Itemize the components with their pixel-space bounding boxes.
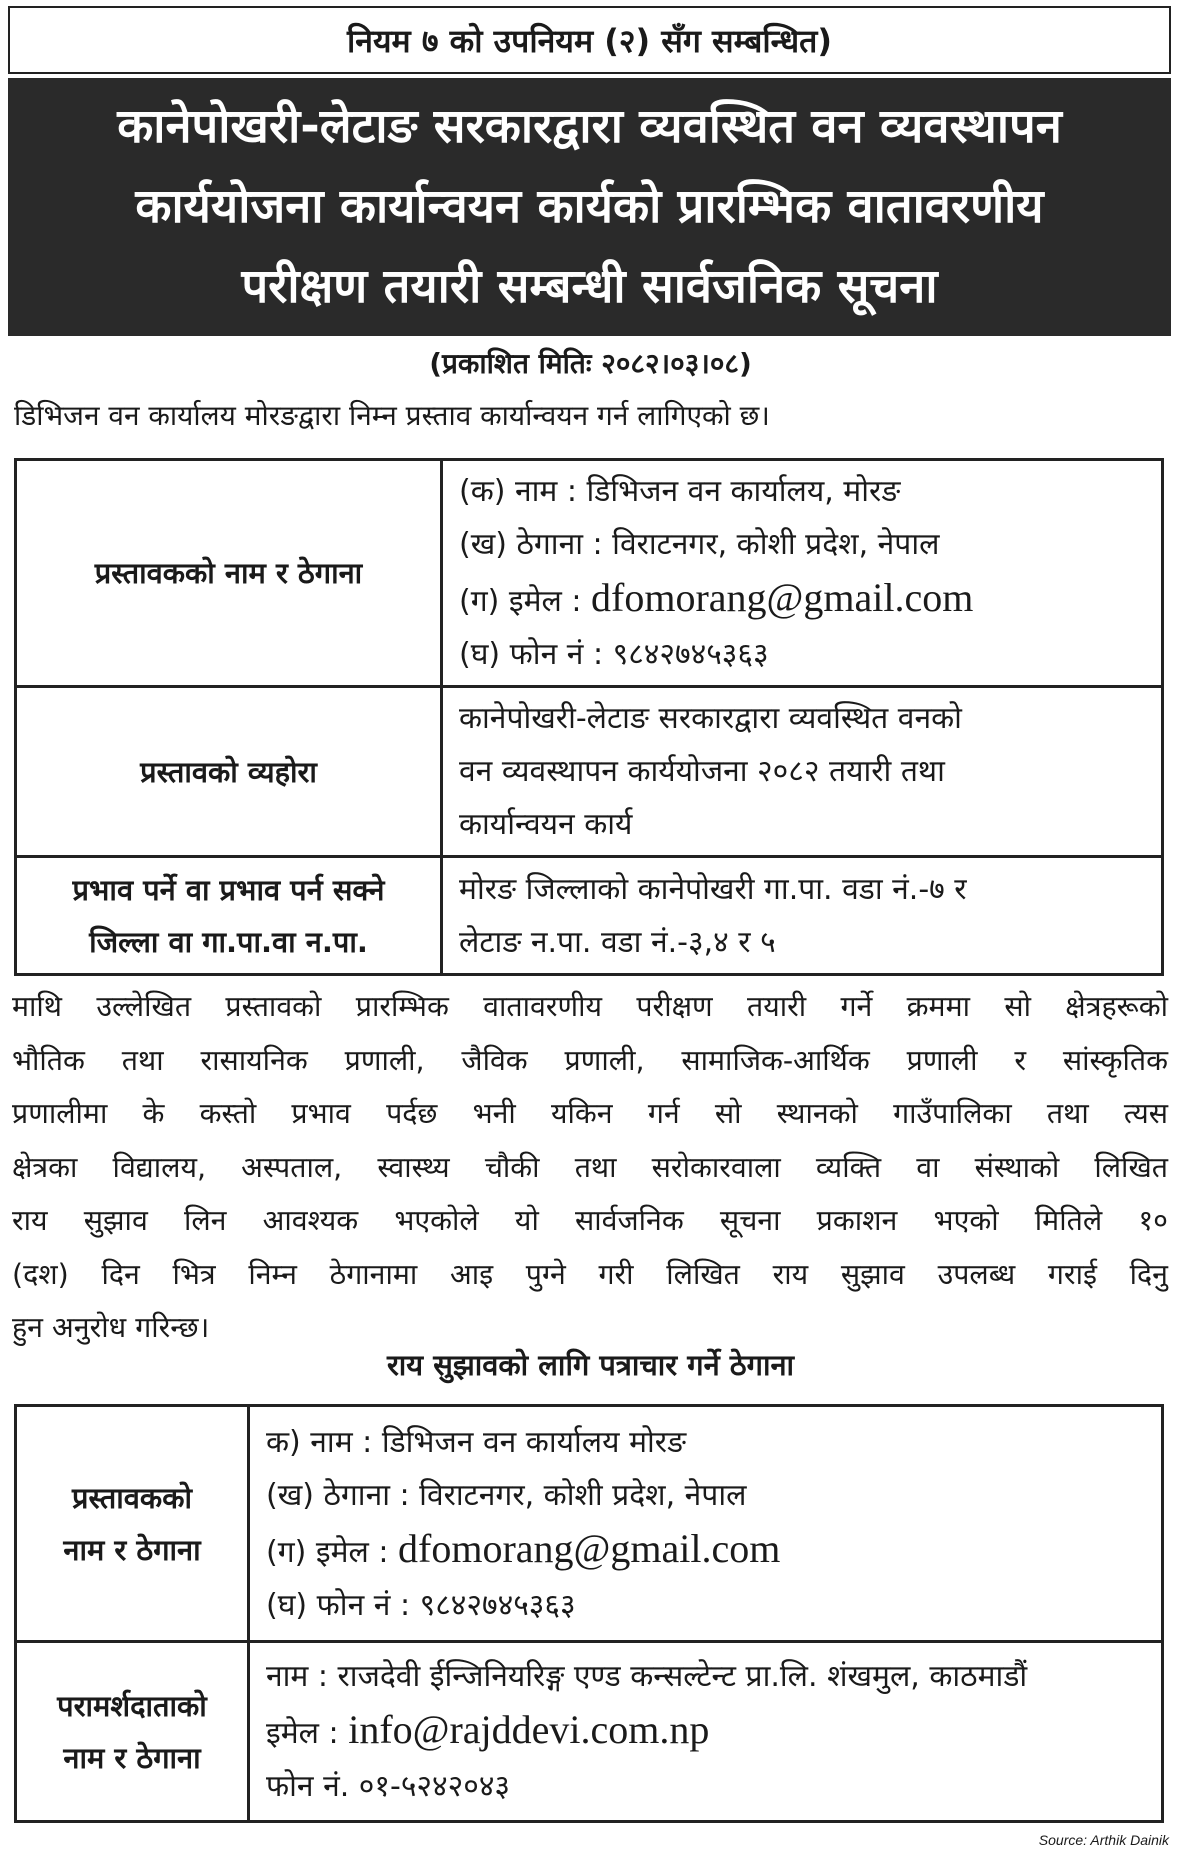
- consultant-label: [16, 1642, 249, 1822]
- contact-proposer-address: (ख) ठेगाना : विराटनगर, कोशी प्रदेश, नेपाल: [266, 1477, 747, 1513]
- body-line: माथि उल्लेखित प्रस्तावको प्रारम्भिक वातावरणीय परीक्षण तयारी गर्ने क्रममा सो क्षेत्रहरूको: [12, 990, 1168, 1023]
- contact-proposer-label: [16, 1406, 249, 1642]
- body-line: (दश) दिन भित्र निम्न ठेगानामा आइ पुग्ने गरी लिखित राय सुझाव उपलब्ध गराई दिनु: [12, 1257, 1168, 1291]
- table-row: [16, 687, 1163, 857]
- email-prefix: (ग) इमेल :: [266, 1534, 389, 1570]
- table-row: [16, 460, 1163, 687]
- proposer-details: [442, 460, 1163, 687]
- contact-proposer-name: क) नाम : डिभिजन वन कार्यालय मोरङ: [266, 1424, 687, 1460]
- source-credit: Source: Arthik Dainik: [1038, 1832, 1169, 1848]
- contact-proposer-label-line-2: नाम र ठेगाना: [63, 1532, 201, 1567]
- body-line: भौतिक तथा रासायनिक प्रणाली, जैविक प्रणाली, सामाजिक-आर्थिक प्रणाली र सांस्कृतिक: [12, 1043, 1168, 1077]
- table-row: [16, 857, 1163, 975]
- body-line: हुन अनुरोध गरिन्छ।: [12, 1311, 210, 1344]
- published-date: (प्रकाशित मितिः २०८२।०३।०८): [429, 347, 752, 380]
- table-row: [16, 1642, 1163, 1822]
- consultant-label-line-2: नाम र ठेगाना: [63, 1740, 201, 1775]
- intro-text: डिभिजन वन कार्यालय मोरङद्वारा निम्न प्रस्ताव कार्यान्वयन गर्न लागिएको छ।: [14, 399, 770, 432]
- rule-reference-text: नियम ७ को उपनियम (२) सँग सम्बन्धित): [346, 21, 833, 60]
- subject-line-3: कार्यान्वयन कार्य: [459, 807, 633, 842]
- affected-area-label-line-2: जिल्ला वा गा.पा.वा न.पा.: [89, 924, 368, 959]
- proposal-table: [14, 458, 1164, 976]
- rule-reference-box: [8, 6, 1171, 74]
- subject-label: प्रस्तावको व्यहोरा: [16, 687, 442, 857]
- consultant-details: [249, 1642, 1163, 1822]
- title-line-1: कानेपोखरी-लेटाङ सरकारद्वारा व्यवस्थित वन व्यवस्थापन: [117, 99, 1062, 154]
- contact-proposer-phone: (घ) फोन नं : ९८४२७४५३६३: [266, 1587, 576, 1623]
- body-paragraph: [12, 980, 1168, 1355]
- email-prefix: (ग) इमेल :: [459, 584, 582, 619]
- contact-heading: राय सुझावको लागि पत्राचार गर्ने ठेगाना: [386, 1348, 795, 1382]
- affected-area-label-line-1: प्रभाव पर्ने वा प्रभाव पर्न सक्ने: [72, 872, 385, 907]
- body-line: क्षेत्रका विद्यालय, अस्पताल, स्वास्थ्य चौकी तथा सरोकारवाला व्यक्ति वा संस्थाको लिखित: [12, 1150, 1168, 1184]
- email-prefix: इमेल :: [266, 1716, 339, 1751]
- contact-proposer-label-line-1: प्रस्तावकको: [71, 1480, 192, 1515]
- consultant-label-line-1: परामर्शदाताको: [57, 1688, 207, 1723]
- title-line-2: कार्ययोजना कार्यान्वयन कार्यको प्रारम्भिक वातावरणीय: [135, 179, 1044, 234]
- affected-area-label: [16, 857, 442, 975]
- title-banner: [8, 78, 1171, 336]
- consultant-name: नाम : राजदेवी ईन्जिनियरिङ्ग एण्ड कन्सल्टेन्ट प्रा.लि. शंखमुल, काठमाडौं: [266, 1659, 1028, 1694]
- affected-area-line-1: मोरङ जिल्लाको कानेपोखरी गा.पा. वडा नं.-७ र: [459, 871, 967, 907]
- contact-table: [14, 1404, 1164, 1823]
- consultant-phone: फोन नं. ०१-५२४२०४३: [266, 1769, 511, 1804]
- affected-area-line-2: लेटाङ न.पा. वडा नं.-३,४ र ५: [459, 924, 776, 960]
- body-line: प्रणालीमा के कस्तो प्रभाव पर्दछ भनी यकिन गर्न सो स्थानको गाउँपालिका तथा त्यस: [12, 1097, 1168, 1130]
- proposer-phone: (घ) फोन नं : ९८४२७४५३६३: [459, 637, 769, 672]
- contact-proposer-email-row: [266, 1522, 1161, 1579]
- proposer-email: dfomorang@gmail.com: [591, 575, 974, 620]
- table-row: [16, 1406, 1163, 1642]
- subject-line-1: कानेपोखरी-लेटाङ सरकारद्वारा व्यवस्थित वनको: [459, 701, 962, 736]
- consultant-email-row: [266, 1703, 1161, 1760]
- proposer-name: (क) नाम : डिभिजन वन कार्यालय, मोरङ: [459, 474, 901, 509]
- proposer-label: प्रस्तावकको नाम र ठेगाना: [16, 460, 442, 687]
- subject-line-2: वन व्यवस्थापन कार्ययोजना २०८२ तयारी तथा: [459, 754, 945, 789]
- contact-proposer-details: [249, 1406, 1163, 1642]
- body-line: राय सुझाव लिन आवश्यक भएकोले यो सार्वजनिक सूचना प्रकाशन भएको मितिले १०: [12, 1204, 1168, 1237]
- consultant-email: info@rajddevi.com.np: [348, 1707, 710, 1752]
- contact-proposer-email: dfomorang@gmail.com: [398, 1525, 781, 1571]
- affected-area-details: [442, 857, 1163, 975]
- subject-details: [442, 687, 1163, 857]
- proposer-address: (ख) ठेगाना : विराटनगर, कोशी प्रदेश, नेपाल: [459, 527, 940, 562]
- title-line-3: परीक्षण तयारी सम्बन्धी सार्वजनिक सूचना: [241, 259, 938, 314]
- proposer-email-row: [459, 571, 1161, 628]
